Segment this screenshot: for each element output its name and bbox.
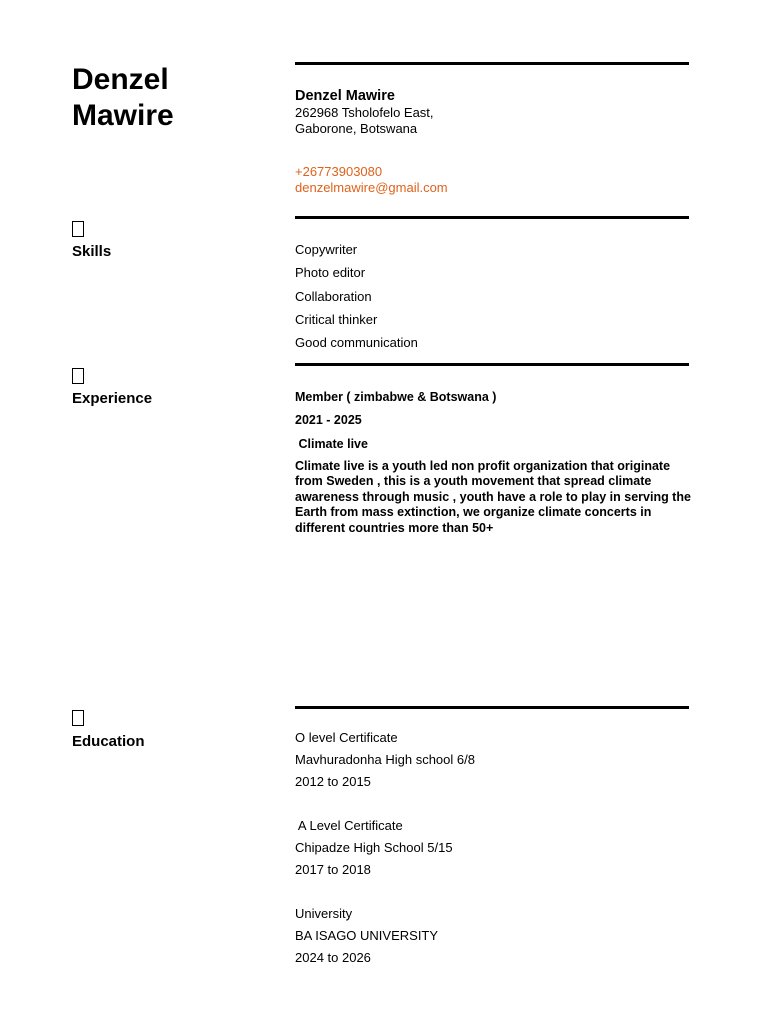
education-qualification: O level Certificate [295,730,398,745]
skill-item: Copywriter [295,242,358,257]
education-entry [295,906,695,972]
divider-skills [295,216,689,219]
resume-name-heading [72,62,272,134]
education-entry [295,818,695,884]
education-icon [72,710,84,726]
experience-description: Climate live is a youth led non profit organization that originate from Sweden , this is a youth movement that spread climate awareness through music , youth have a role to play in serving the Earth from mass extinction, we organize climate concerts in different countries more than 50+ [295,458,691,535]
skill-item: Critical thinker [295,311,378,327]
education-qualification: University [295,906,353,921]
skill-item: Good communication [295,335,418,351]
skill-item: Collaboration [295,288,372,304]
education-school: BA ISAGO UNIVERSITY [295,928,439,943]
address-line-1: 262968 Tsholofelo East, [295,105,434,120]
experience-period: 2021 - 2025 [295,413,362,428]
divider-top [295,62,689,65]
education-list [295,730,695,972]
address-line-2: Gaborone, Botswana [295,121,418,136]
experience-entry [295,389,695,536]
skill-item: Photo editor [295,265,366,281]
experience-icon [72,368,84,384]
experience-title: Experience [72,390,153,407]
contact-block [295,88,695,196]
skills-title: Skills [72,243,112,260]
divider-education [295,706,689,709]
skills-icon [72,221,84,237]
education-years: 2017 to 2018 [295,862,371,877]
contact-name: Denzel Mawire [295,88,395,104]
education-school: Chipadze High School 5/15 [295,840,453,855]
divider-experience [295,363,689,366]
education-school: Mavhuradonha High school 6/8 [295,752,475,767]
education-years: 2012 to 2015 [295,774,371,789]
education-entry [295,730,695,796]
education-years: 2024 to 2026 [295,950,371,965]
experience-organization: Climate live [295,436,368,451]
skills-list [295,242,695,358]
name-line-last: Mawire [72,99,174,132]
education-title: Education [72,733,145,750]
name-line-first: Denzel [72,63,169,96]
experience-role: Member ( zimbabwe & Botswana ) [295,390,497,404]
email-link[interactable]: denzelmawire@gmail.com [295,180,448,195]
phone-link[interactable]: +26773903080 [295,164,383,179]
education-qualification: A Level Certificate [295,818,403,833]
